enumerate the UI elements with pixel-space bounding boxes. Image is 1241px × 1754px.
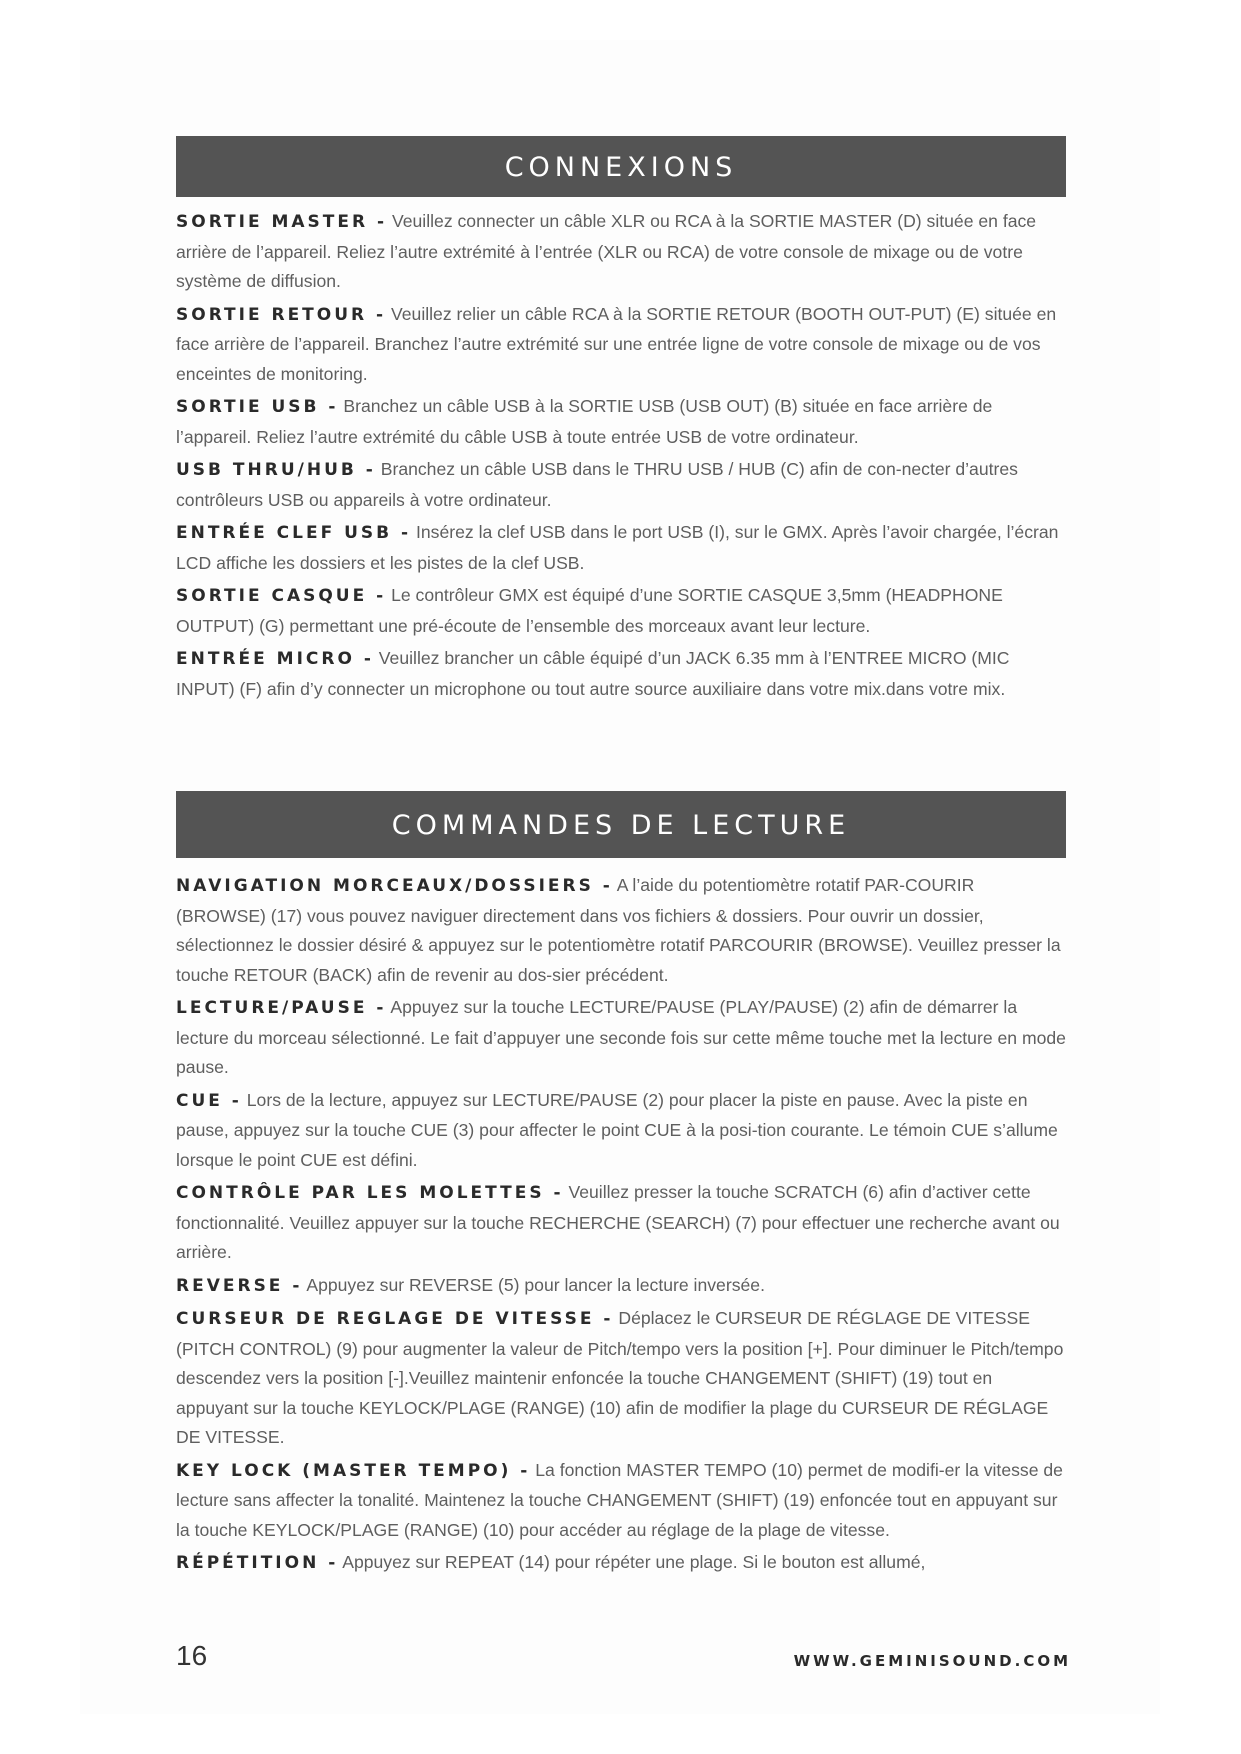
entry-sortie-usb [176, 392, 1066, 452]
entry-text: Le contrôleur GMX est équipé d’une SORTIE CASQUE 3,5mm (HEADPHONE OUTPUT) (G) permettant une pré-écoute de l’ensemble des morceaux avant leur lecture. [176, 585, 1003, 636]
entry-term: LECTURE/PAUSE - [176, 998, 387, 1018]
page-number: 16 [176, 1640, 208, 1671]
entry-term: SORTIE MASTER - [176, 212, 388, 232]
entry-term: ENTRÉE CLEF USB - [176, 523, 412, 543]
entry-term: SORTIE CASQUE - [176, 586, 387, 606]
entry-term: KEY LOCK (MASTER TEMPO) - [176, 1460, 531, 1481]
entry-term: USB THRU/HUB - [176, 460, 376, 480]
website-url: WWW.GEMINISOUND.COM [793, 1652, 1071, 1670]
entry-sortie-casque [176, 581, 1066, 641]
entry-sortie-master [176, 207, 1066, 297]
entry-key-lock [176, 1456, 1066, 1546]
entry-text: Veuillez presser la touche SCRATCH (6) afin d’activer cette fonctionnalité. Veuillez appuyer sur la touche RECHERCHE (SEARCH) (7) pour effectuer une recherche avant ou arrière. [176, 1182, 1060, 1262]
entry-text: Veuillez brancher un câble équipé d’un JACK 6.35 mm à l’ENTREE MICRO (MIC INPUT) (F) afin d’y connecter un microphone ou tout autre source auxiliaire dans votre mix.dans votre mix. [176, 648, 1010, 699]
entry-term: ENTRÉE MICRO - [176, 649, 374, 669]
entry-curseur-vitesse [176, 1304, 1066, 1453]
entry-term: SORTIE RETOUR - [176, 304, 387, 325]
entry-cue [176, 1086, 1066, 1176]
entry-term: CURSEUR DE REGLAGE DE VITESSE - [176, 1309, 614, 1329]
entry-navigation [176, 871, 1066, 990]
entry-text: Veuillez relier un câble RCA à la SORTIE RETOUR (BOOTH OUT-PUT) (E) située en face arrière de l’appareil. Branchez l’autre extrémité sur une entrée ligne de votre console de mixage ou de vos enceintes de monitoring. [176, 303, 1057, 384]
entry-text: Appuyez sur REVERSE (5) pour lancer la lecture inversée. [306, 1274, 765, 1295]
entry-term: SORTIE USB - [176, 397, 339, 417]
entry-term: CUE - [176, 1090, 242, 1111]
section-connexions [176, 207, 1066, 707]
entry-text: A l’aide du potentiomètre rotatif PAR-COURIR (BROWSE) (17) vous pouvez naviguer directement dans vos fichiers & dossiers. Pour ouvrir un dossier, sélectionnez le dossier désiré & appuyez sur le potentiomètre rotatif PARCOURIR (BROWSE). Veuillez presser la touche RETOUR (BACK) afin de revenir au dos-sier précédent. [176, 875, 1061, 985]
entry-repetition [176, 1548, 1066, 1579]
entry-text: Déplacez le CURSEUR DE RÉGLAGE DE VITESSE (PITCH CONTROL) (9) pour augmenter la valeur de Pitch/tempo vers la position [+]. Pour diminuer le Pitch/tempo descendez vers la position [-].Veuillez maintenir enfoncée la touche CHANGEMENT (SHIFT) (19) tout en appuyant sur la touche KEYLOCK/PLAGE (RANGE) (10) afin de modifier la plage du CURSEUR DE RÉGLAGE DE VITESSE. [176, 1308, 1064, 1447]
entry-text: Branchez un câble USB dans le THRU USB / HUB (C) afin de con-necter d’autres contrôleurs USB ou appareils à votre ordinateur. [176, 459, 1018, 510]
entry-controle-molettes [176, 1178, 1066, 1268]
section-header-connexions: CONNEXIONS [176, 136, 1066, 197]
entry-term: REVERSE - [176, 1275, 303, 1296]
entry-text: Appuyez sur REPEAT (14) pour répéter une plage. Si le bouton est allumé, [342, 1552, 926, 1572]
entry-text: Veuillez connecter un câble XLR ou RCA à la SORTIE MASTER (D) située en face arrière de l’appareil. Reliez l’autre extrémité à l’entrée (XLR ou RCA) de votre console de mixage ou de votre système de diffusion. [176, 211, 1037, 291]
entry-term: CONTRÔLE PAR LES MOLETTES - [176, 1183, 564, 1203]
entry-entree-micro [176, 644, 1066, 704]
entry-entree-clef-usb [176, 518, 1066, 578]
entry-term: NAVIGATION MORCEAUX/DOSSIERS - [176, 876, 613, 896]
entry-lecture-pause [176, 993, 1066, 1083]
entry-reverse [176, 1271, 1066, 1302]
entry-text: Insérez la clef USB dans le port USB (I), sur le GMX. Après l’avoir chargée, l’écran LCD affiche les dossiers et les pistes de la clef USB. [176, 522, 1059, 573]
section-header-commandes-de-lecture: COMMANDES DE LECTURE [176, 791, 1066, 858]
section-commandes-de-lecture [176, 871, 1066, 1582]
entry-text: Lors de la lecture, appuyez sur LECTURE/PAUSE (2) pour placer la piste en pause. Avec la piste en pause, appuyez sur la touche CUE (3) pour affecter le point CUE à la posi-tion courante. Le témoin CUE s’allume lorsque le point CUE est défini. [176, 1089, 1058, 1170]
entry-term: RÉPÉTITION - [176, 1553, 339, 1573]
entry-text: Branchez un câble USB à la SORTIE USB (USB OUT) (B) située en face arrière de l’appareil. Reliez l’autre extrémité du câble USB à toute entrée USB de votre ordinateur. [176, 396, 993, 447]
entry-usb-thru-hub [176, 455, 1066, 515]
entry-sortie-retour [176, 300, 1066, 390]
entry-text: La fonction MASTER TEMPO (10) permet de modifi-er la vitesse de lecture sans affecter la tonalité. Maintenez la touche CHANGEMENT (SHIFT) (19) enfoncée tout en appuyant sur la touche KEYLOCK/PLAGE (RANGE) (10) pour accéder au réglage de la plage de vitesse. [176, 1459, 1063, 1540]
entry-text: Appuyez sur la touche LECTURE/PAUSE (PLAY/PAUSE) (2) afin de démarrer la lecture du morceau sélectionné. Le fait d’appuyer une seconde fois sur cette même touche met la lecture en mode pause. [176, 997, 1066, 1077]
